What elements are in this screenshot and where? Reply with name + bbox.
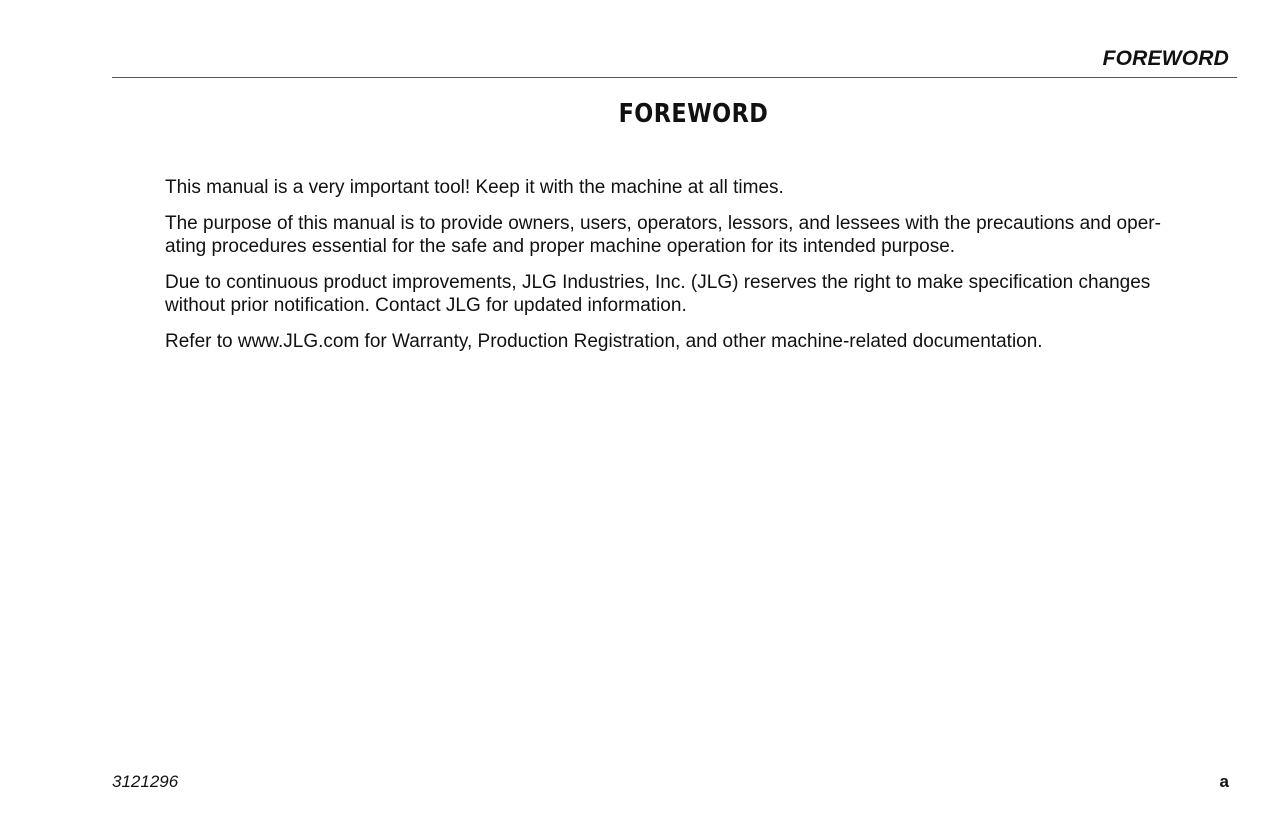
paragraph-product-improvements: Due to continuous product improvements, JLG Industries, Inc. (JLG) reserves the right to make specification changes without prior notification. Contact JLG for updated information. [165,272,1151,316]
paragraph-refer-website: Refer to www.JLG.com for Warranty, Production Registration, and other machine-related documentation. [165,331,1043,352]
paragraph-purpose: The purpose of this manual is to provide owners, users, operators, lessors, and lessees with the precautions and oper-ating procedures essential for the safe and proper machine operation for its intended purpose. [165,213,1161,257]
header-divider [112,77,1237,78]
foreword-body [165,176,1180,366]
header-section-title: FOREWORD [1102,47,1229,70]
footer-page-label: a [1219,772,1229,791]
footer-document-number: 3121296 [112,772,179,791]
paragraph-keep-manual: This manual is a very important tool! Keep it with the machine at all times. [165,177,784,198]
page-title: FOREWORD [618,99,769,129]
